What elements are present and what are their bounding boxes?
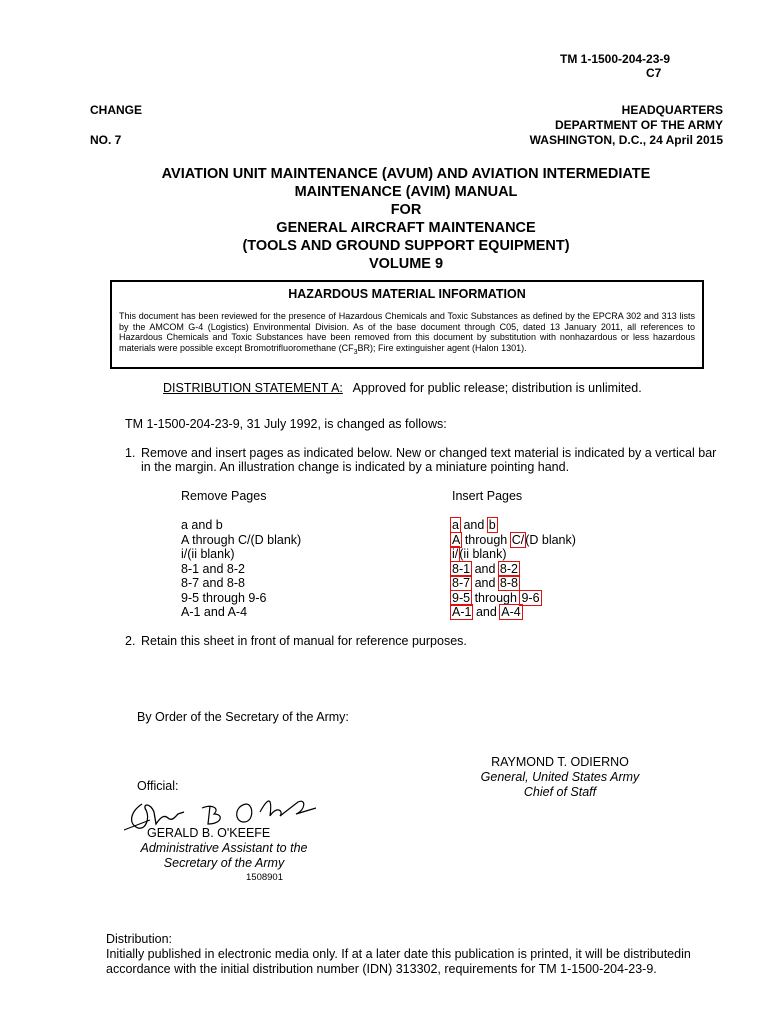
insert-page-ref: A-1 xyxy=(452,605,472,619)
insert-page-ref: A xyxy=(452,532,461,547)
hazmat-text: This document has been reviewed for the presence of Hazardous Chemicals and Toxic Substances as defined by the EPCRA 302 and 313 lists by the AMCOM G-4 (Logistics) Environmental Division. As of the base document through C05, dated 13 January 2011, all references to Hazardous Chemicals and Toxic Substances have been removed from this document by substitution with nonhazardous or less hazardous materials were possible except Bromotrifluoromethane $(CF_3BR)$; Fire extinguisher agent (Halon 1301). xyxy=(119,311,695,356)
remove-page-row: i/(ii blank) xyxy=(181,547,235,561)
insert-page-row: i/(ii blank) xyxy=(452,547,507,561)
remove-page-row: 8-7 and 8-8 xyxy=(181,576,245,590)
insert-pages-list xyxy=(451,518,576,620)
official-title-1: Administrative Assistant to the xyxy=(140,841,308,855)
insert-pages-header: Insert Pages xyxy=(452,489,523,503)
remove-page-row: A through C/(D blank) xyxy=(181,532,302,547)
title-line-6: VOLUME 9 xyxy=(368,256,444,272)
title-line-4: GENERAL AIRCRAFT MAINTENANCE xyxy=(276,220,536,236)
insert-page-row: A through C/(D blank) xyxy=(452,532,576,547)
insert-page-ref: 8-2 xyxy=(499,561,518,576)
distribution-line-1: Initially published in electronic media only. If at a later date this publication is printed, it will be distributedin xyxy=(106,947,691,961)
remove-page-row: A-1 and A-4 xyxy=(181,605,248,619)
change-number: NO. 7 xyxy=(90,133,122,147)
distribution-statement-label: DISTRIBUTION STATEMENT A: xyxy=(163,381,343,395)
remove-page-row: 9-5 through 9-6 xyxy=(181,590,267,605)
insert-page-ref: A-4 xyxy=(501,605,521,619)
distribution-line-2: accordance with the initial distribution number (IDN) 313302, requirements for TM 1-1500-204-23-9. xyxy=(106,962,657,976)
insert-page-row: a and b xyxy=(452,518,496,532)
insert-page-ref: C/ xyxy=(511,532,525,547)
distribution-label: Distribution: xyxy=(106,932,172,946)
location-date: WASHINGTON, D.C., 24 April 2015 xyxy=(529,133,723,147)
title-line-5: (TOOLS AND GROUND SUPPORT EQUIPMENT) xyxy=(242,238,570,254)
headquarters: HEADQUARTERS xyxy=(621,103,723,117)
step-2-number: 2. xyxy=(125,634,136,648)
insert-page-ref: 8-7 xyxy=(452,576,471,590)
step-1-line-1: Remove and insert pages as indicated below. New or changed text material is indicated by a vertical bar xyxy=(141,446,717,460)
distribution-statement-text: Approved for public release; distribution is unlimited. xyxy=(352,381,642,395)
tm-number: TM 1-1500-204-23-9 xyxy=(560,52,671,66)
insert-page-ref: 9-5 xyxy=(452,590,471,605)
remove-page-row: a and b xyxy=(181,518,223,532)
insert-page-ref: 8-8 xyxy=(499,576,518,590)
insert-page-row: 8-1 and 8-2 xyxy=(452,561,518,576)
official-name: GERALD B. O'KEEFE xyxy=(147,826,271,840)
official-title-2: Secretary of the Army xyxy=(163,856,285,870)
title-line-3: FOR xyxy=(390,202,422,218)
insert-page-ref: i/ xyxy=(452,547,459,561)
intro-text: TM 1-1500-204-23-9, 31 July 1992, is changed as follows: xyxy=(125,417,447,431)
change-label: CHANGE xyxy=(90,103,143,117)
title-line-1: AVIATION UNIT MAINTENANCE (AVUM) AND AVIATION INTERMEDIATE xyxy=(161,166,651,182)
insert-page-ref: 9-6 xyxy=(521,590,540,605)
step-1-number: 1. xyxy=(125,446,136,460)
insert-page-ref: a xyxy=(452,518,459,532)
remove-pages-header: Remove Pages xyxy=(181,489,267,503)
step-1-line-2: in the margin. An illustration change is indicated by a miniature pointing hand. xyxy=(141,460,570,474)
hazmat-box xyxy=(110,280,704,369)
change-code: C7 xyxy=(646,66,662,80)
publication-code: 1508901 xyxy=(246,872,283,883)
insert-page-row: 8-7 and 8-8 xyxy=(452,576,518,590)
official-label: Official: xyxy=(137,779,179,793)
insert-page-ref: 8-1 xyxy=(452,561,471,576)
order-line: By Order of the Secretary of the Army: xyxy=(137,710,349,724)
remove-page-row: 8-1 and 8-2 xyxy=(181,561,245,576)
department: DEPARTMENT OF THE ARMY xyxy=(555,118,723,132)
insert-page-row: A-1 and A-4 xyxy=(452,605,521,619)
chief-title-2: Chief of Staff xyxy=(523,785,597,799)
chief-name: RAYMOND T. ODIERNO xyxy=(491,755,629,769)
hazmat-heading: HAZARDOUS MATERIAL INFORMATION xyxy=(288,287,526,301)
insert-page-row: 9-5 through 9-6 xyxy=(452,590,540,605)
title-line-2: MAINTENANCE (AVIM) MANUAL xyxy=(294,184,518,200)
distribution-statement xyxy=(163,381,642,396)
step-2-text: Retain this sheet in front of manual for reference purposes. xyxy=(141,634,467,648)
remove-pages-list xyxy=(181,518,301,620)
insert-page-ref: b xyxy=(488,518,496,532)
chief-title-1: General, United States Army xyxy=(480,770,640,784)
